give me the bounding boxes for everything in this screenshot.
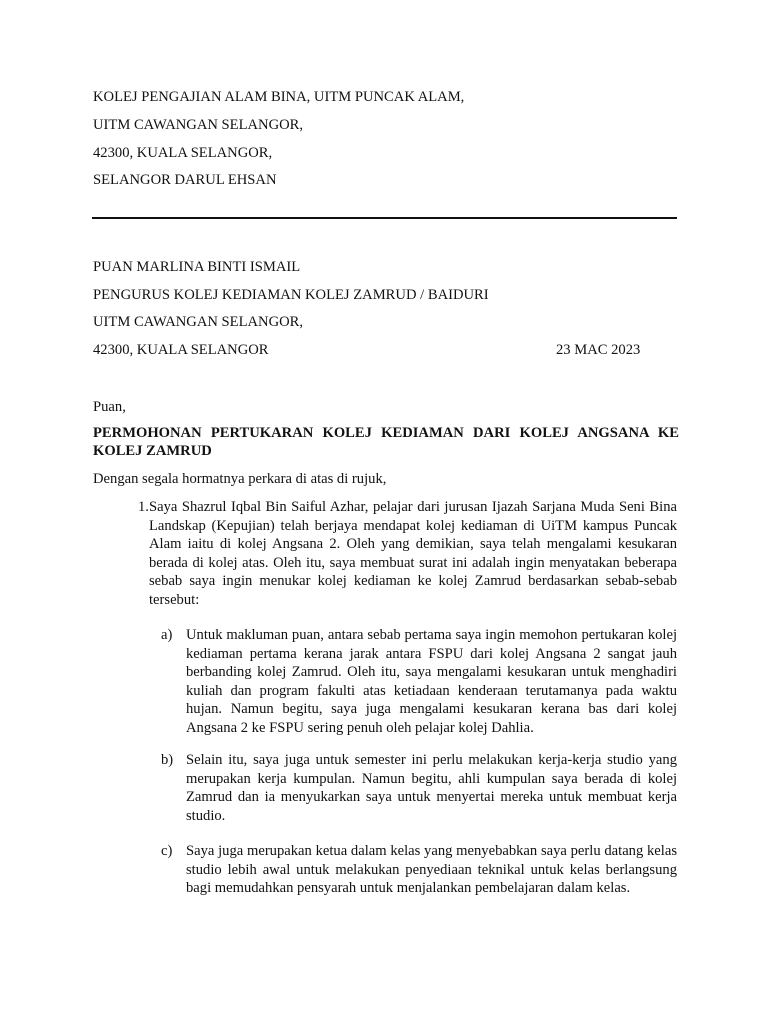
reason-a-text: Untuk makluman puan, antara sebab pertama saya ingin memohon pertukaran kolej kediaman pertama kerana jarak antara FSPU dari kolej Angsana 2 sangat jauh berbanding kolej Zamrud. Oleh itu, saya mengalami kesukaran untuk menghadiri kuliah dan program fakulti atas ketiadaan kenderaan terutamanya pada waktu hujan. Namun begitu, saya juga mengalami kesukaran kerana bas dari kolej Angsana 2 ke FSPU sering penuh oleh pelajar kolej Dahlia.	[186, 627, 677, 736]
item-1-marker: 1.	[138, 499, 149, 515]
reason-c-text: Saya juga merupakan ketua dalam kelas yang menyebabkan saya perlu datang kelas studio lebih awal untuk melakukan penyediaan teknikal untuk kelas berlangsung bagi memudahkan pensyarah untuk menjalankan pembelajaran dalam kelas.	[186, 843, 677, 897]
item-1-text: Saya Shazrul Iqbal Bin Saiful Azhar, pelajar dari jurusan Ijazah Sarjana Muda Seni Bina Landskap (Kepujian) telah berjaya mendapat kolej kediaman di UiTM kampus Puncak Alam iaitu di kolej Angsana 2. Oleh yang demikian, saya telah mengalami kesukaran berada di kolej atas. Oleh itu, saya membuat surat ini adalah ingin menyatakan beberapa sebab saya ingin menukar kolej kediaman ke kolej Zamrud berdasarkan sebab-sebab tersebut:	[149, 499, 677, 608]
sender-address-line-2: UITM CAWANGAN SELANGOR,	[93, 117, 304, 133]
intro-text: Dengan segala hormatnya perkara di atas di rujuk,	[93, 471, 387, 487]
recipient-address-line-1: UITM CAWANGAN SELANGOR,	[93, 314, 304, 330]
recipient-name: PUAN MARLINA BINTI ISMAIL	[93, 259, 301, 275]
sender-address-line-4: SELANGOR DARUL EHSAN	[93, 172, 277, 188]
salutation: Puan,	[93, 399, 126, 415]
reason-c-marker: c)	[161, 843, 173, 859]
reason-a-marker: a)	[161, 627, 173, 643]
sender-address-line-3: 42300, KUALA SELANGOR,	[93, 145, 273, 161]
letter-subject: PERMOHONAN PERTUKARAN KOLEJ KEDIAMAN DARI KOLEJ ANGSANA KE KOLEJ ZAMRUD	[93, 425, 679, 459]
letter-date: 23 MAC 2023	[556, 342, 641, 358]
reason-b-text: Selain itu, saya juga untuk semester ini perlu melakukan kerja-kerja studio yang merupakan kerja kumpulan. Namun begitu, ahli kumpulan saya berada di kolej Zamrud dan ia menyukarkan saya untuk menyertai mereka untuk membuat kerja studio.	[186, 752, 677, 824]
header-divider	[92, 217, 677, 219]
recipient-title: PENGURUS KOLEJ KEDIAMAN KOLEJ ZAMRUD / BAIDURI	[93, 287, 489, 303]
recipient-address-line-2: 42300, KUALA SELANGOR	[93, 342, 269, 358]
reason-b-marker: b)	[161, 752, 174, 768]
sender-address-line-1: KOLEJ PENGAJIAN ALAM BINA, UITM PUNCAK ALAM,	[93, 89, 465, 105]
